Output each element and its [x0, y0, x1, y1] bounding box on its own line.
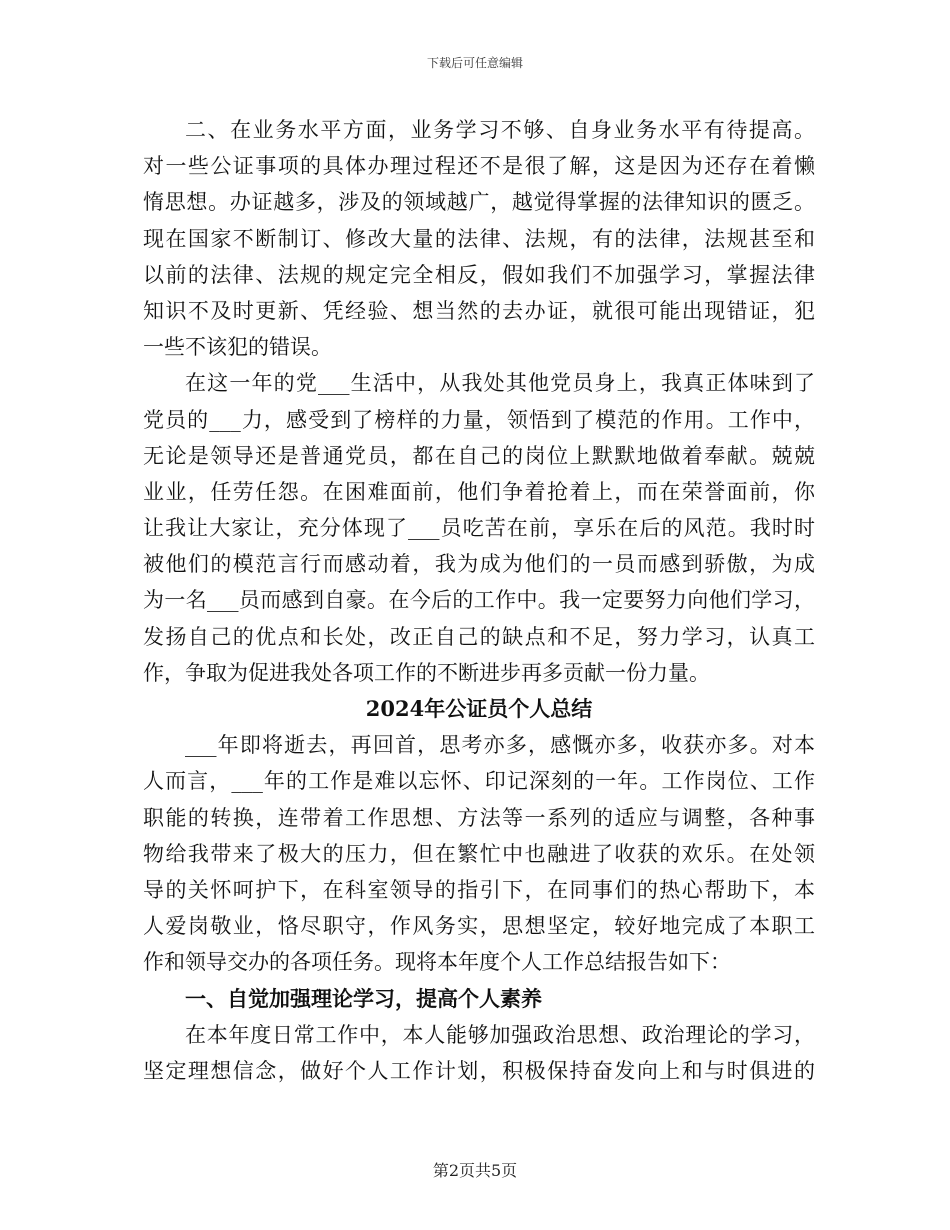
paragraph-theory-study: [143, 1017, 815, 1089]
text-line: 人爱岗敬业，恪尽职守，作风务实，思想坚定，较好地完成了本职工: [143, 914, 815, 939]
text-line: 作，争取为促进我处各项工作的不断进步再多贡献一份力量。: [143, 660, 710, 685]
text-line: 让我让大家让，充分体现了___员吃苦在前，享乐在后的风范。我时时: [143, 516, 815, 541]
document-body: [143, 112, 815, 1089]
text-line: 惰思想。办证越多，涉及的领域越广，越觉得掌握的法律知识的匮乏。: [143, 190, 815, 215]
text-line: 坚定理想信念，做好个人工作计划，积极保持奋发向上和与时俱进的: [143, 1058, 815, 1083]
document-title: 2024年公证员个人总结: [365, 696, 593, 721]
text-line: 发扬自己的优点和长处，改正自己的缺点和不足，努力学习，认真工: [143, 624, 815, 649]
text-line: 现在国家不断制订、修改大量的法律、法规，有的法律，法规甚至和: [143, 226, 815, 251]
text-line: 知识不及时更新、凭经验、想当然的去办证，就很可能出现错证，犯: [143, 298, 815, 323]
text-line: 在这一年的党___生活中，从我处其他党员身上，我真正体味到了: [185, 371, 815, 396]
page-number: 第2页共5页: [432, 1161, 518, 1180]
paragraph-party-life: [143, 365, 815, 691]
paragraph-year-summary: [143, 727, 815, 980]
text-line: 作和领导交办的各项任务。现将本年度个人工作总结报告如下：: [143, 950, 731, 975]
text-line: 导的关怀呵护下，在科室领导的指引下，在同事们的热心帮助下，本: [143, 877, 815, 902]
text-line: 被他们的模范言行而感动着，我为成为他们的一员而感到骄傲，为成: [143, 552, 815, 577]
text-line: 对一些公证事项的具体办理过程还不是很了解，这是因为还存在着懒: [143, 154, 815, 179]
text-line: 一些不该犯的错误。: [143, 335, 332, 360]
text-line: ___年即将逝去，再回首，思考亦多，感慨亦多，收获亦多。对本: [185, 733, 815, 758]
text-line: 二、在业务水平方面，业务学习不够、自身业务水平有待提高。: [185, 118, 815, 142]
text-line: 职能的转换，连带着工作思想、方法等一系列的适应与调整，各种事: [143, 805, 815, 830]
header-note: 下载后可任意编辑: [426, 56, 523, 70]
text-line: 物给我带来了极大的压力，但在繁忙中也融进了收获的欢乐。在处领: [143, 841, 815, 866]
text-line: 为一名___员而感到自豪。在今后的工作中。我一定要努力向他们学习，: [143, 588, 815, 613]
text-line: 无论是领导还是普通党员，都在自己的岗位上默默地做着奉献。兢兢: [143, 443, 815, 468]
text-line: 在本年度日常工作中，本人能够加强政治思想、政治理论的学习，: [185, 1022, 815, 1047]
text-line: 以前的法律、法规的规定完全相反，假如我们不加强学习，掌握法律: [143, 262, 815, 287]
text-line: 人而言，___年的工作是难以忘怀、印记深刻的一年。工作岗位、工作: [143, 769, 815, 794]
paragraph-business-level: [143, 112, 815, 365]
section-heading: 一、自觉加强理论学习，提高个人素养: [185, 985, 542, 1011]
text-line: 党员的___力，感受到了榜样的力量，领悟到了模范的作用。工作中，: [143, 407, 815, 432]
text-line: 业业，任劳任怨。在困难面前，他们争着抢着上，而在荣誉面前，你: [143, 479, 815, 504]
